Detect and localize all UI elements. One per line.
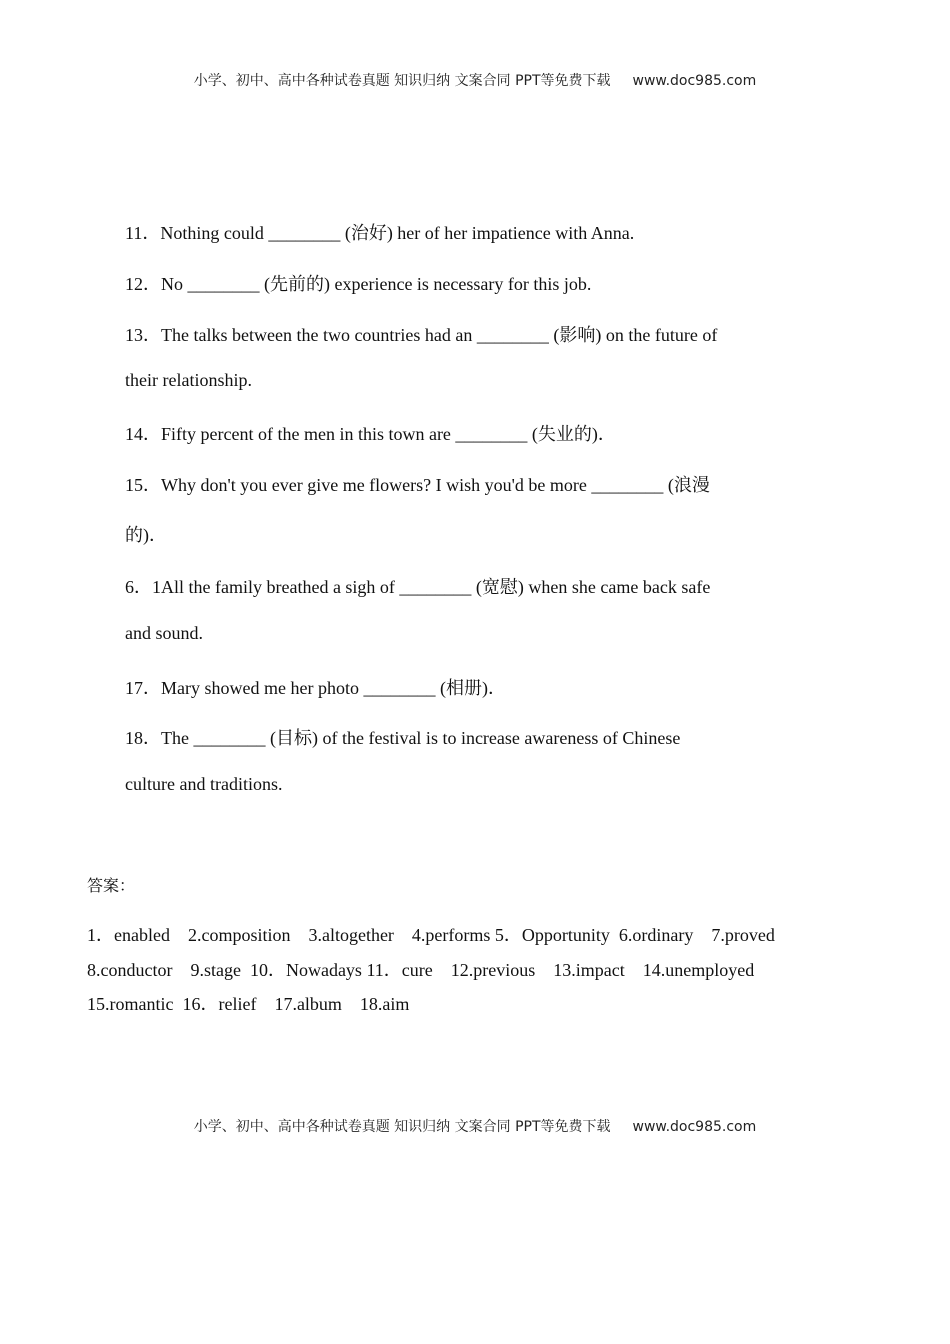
question-11: 11．Nothing could ________ (治好) her of her impatience with Anna.	[125, 223, 635, 243]
footer-text: 小学、初中、高中各种试卷真题 知识归纳 文案合同 PPT等免费下载	[193, 1119, 611, 1135]
answers-line-2: 8.conductor 9.stage 10．Nowadays 11．cure 12.previous 13.impact 14.unemployed	[87, 960, 755, 980]
question-14: 14．Fifty percent of the men in this town are ________ (失业的)．	[125, 424, 616, 444]
question-18: 18．The ________ (目标) of the festival is to increase awareness of Chinese	[125, 728, 681, 748]
header-text: 小学、初中、高中各种试卷真题 知识归纳 文案合同 PPT等免费下载	[193, 73, 611, 89]
page-header	[0, 70, 950, 90]
question-15-continued: 的)．	[125, 525, 167, 545]
question-18-continued: culture and traditions.	[125, 774, 283, 794]
answers-line-1: 1．enabled 2.composition 3.altogether 4.performs 5．Opportunity 6.ordinary 7.proved	[87, 925, 775, 945]
footer-site-link[interactable]: www.doc985.com	[632, 1119, 757, 1135]
answers-heading: 答案：	[87, 876, 136, 895]
question-13-continued: their relationship.	[125, 370, 252, 390]
question-13: 13．The talks between the two countries had an ________ (影响) on the future of	[125, 325, 718, 345]
page-footer	[0, 1116, 950, 1136]
answers-line-3: 15.romantic 16．relief 17.album 18.aim	[87, 994, 410, 1014]
question-17: 17．Mary showed me her photo ________ (相册)．	[125, 678, 506, 698]
question-12: 12．No ________ (先前的) experience is necessary for this job.	[125, 274, 592, 294]
question-15: 15．Why don't you ever give me flowers? I wish you'd be more ________ (浪漫	[125, 475, 710, 495]
question-16: 6．1All the family breathed a sigh of ________ (宽慰) when she came back safe	[125, 577, 711, 597]
question-16-continued: and sound.	[125, 623, 203, 643]
header-site-link[interactable]: www.doc985.com	[632, 73, 757, 89]
